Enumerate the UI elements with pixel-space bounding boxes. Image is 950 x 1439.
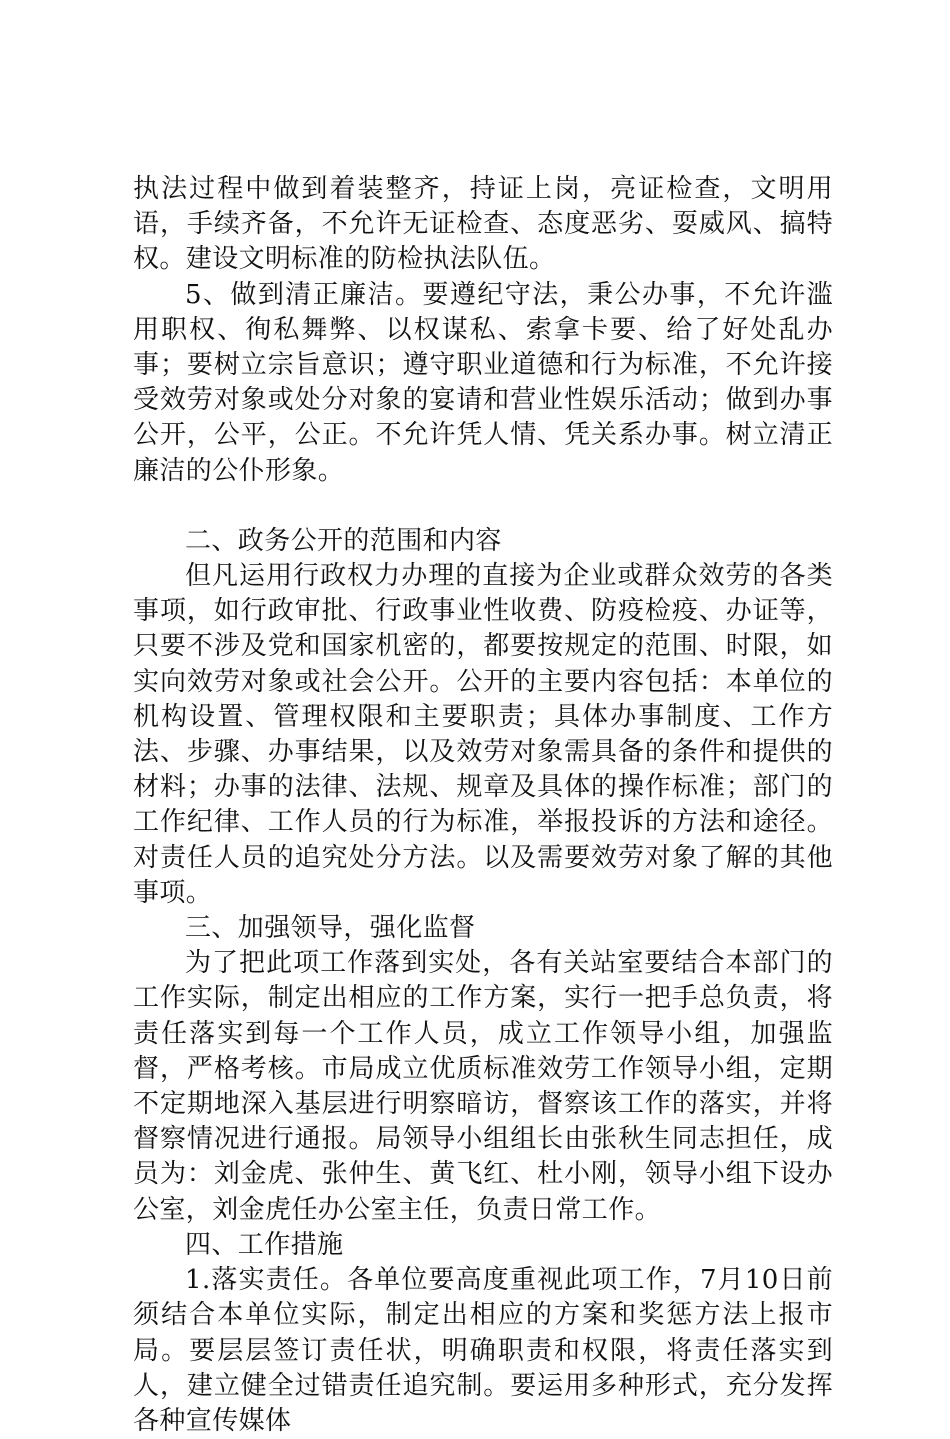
document-body <box>133 172 833 1439</box>
section-heading-measures: 四、工作措施 <box>185 1229 344 1260</box>
section-heading-leadership: 三、加强领导，强化监督 <box>185 913 476 944</box>
paragraph-law-enforcement-conduct: 执法过程中做到着装整齐，持证上岗，亮证检查，文明用语，手续齐备，不允许无证检查、态度恶劣、耍威风、搞特权。建设文明标准的防检执法队伍。 <box>133 174 833 275</box>
paragraph-measure-responsibility: 1.落实责任。各单位要高度重视此项工作，7月10日前须结合本单位实际，制定出相应的方案和奖惩方法上报市局。要层层签订责任状，明确职责和权限，将责任落实到人，建立健全过错责任追究制。要运用多种形式，充分发挥各种宣传媒体 <box>133 1265 833 1436</box>
paragraph-leadership: 为了把此项工作落到实处，各有关站室要结合本部门的工作实际，制定出相应的工作方案，实行一把手总负责，将责任落实到每一个工作人员，成立工作领导小组，加强监督，严格考核。市局成立优质标准效劳工作领导小组，定期不定期地深入基层进行明察暗访，督察该工作的落实，并将督察情况进行通报。局领导小组组长由张秋生同志担任，成员为：刘金虎、张仲生、黄飞红、杜小刚，领导小组下设办公室，刘金虎任办公室主任，负责日常工作。 <box>133 948 833 1225</box>
paragraph-disclosure-content: 但凡运用行政权力办理的直接为企业或群众效劳的各类事项，如行政审批、行政事业性收费、防疫检疫、办证等，只要不涉及党和国家机密的，都要按规定的范围、时限，如实向效劳对象或社会公开。公开的主要内容包括：本单位的机构设置、管理权限和主要职责；具体办事制度、工作方法、步骤、办事结果，以及效劳对象需具备的条件和提供的材料；办事的法律、法规、规章及具体的操作标准；部门的工作纪律、工作人员的行为标准，举报投诉的方法和途径。对责任人员的追究处分方法。以及需要效劳对象了解的其他事项。 <box>133 561 833 908</box>
section-heading-disclosure-scope: 二、政务公开的范围和内容 <box>185 525 502 556</box>
paragraph-gap <box>133 489 833 524</box>
paragraph-integrity: 5、做到清正廉洁。要遵纪守法，秉公办事，不允许滥用职权、徇私舞弊、以权谋私、索拿卡要、给了好处乱办事；要树立宗旨意识；遵守职业道德和行为标准，不允许接受效劳对象或处分对象的宴请和营业性娱乐活动；做到办事公开，公平，公正。不允许凭人情、凭关系办事。树立清正廉洁的公仆形象。 <box>133 279 833 486</box>
